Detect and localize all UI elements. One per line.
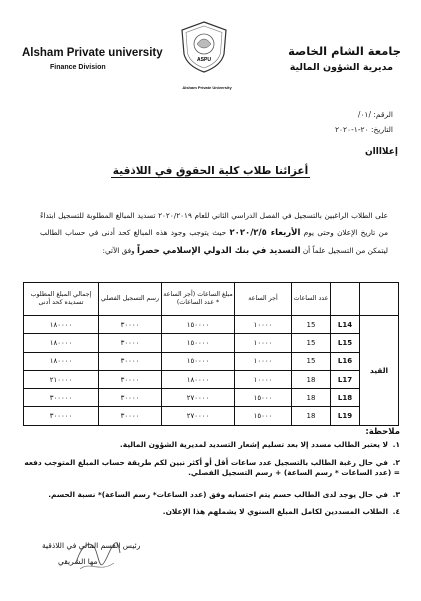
cell-rate: ١٥٠٠٠	[235, 407, 292, 425]
table-header-row	[24, 283, 399, 316]
group-label: القيد	[360, 316, 399, 426]
paragraph-part3: وفق الآتي:	[102, 246, 135, 255]
cell-rate: ١٠٠٠٠	[235, 352, 292, 370]
document-date: التاريخ: ٢٠-١-٢٠٢٠	[334, 125, 393, 134]
cell-level: L17	[331, 370, 360, 388]
cell-hours: 18	[292, 407, 331, 425]
logo-text: ASPU	[197, 57, 211, 63]
table-row	[24, 334, 399, 352]
table-row	[24, 370, 399, 388]
cell-fee: ٣٠٠٠٠	[99, 334, 162, 352]
signatory-name: مها الشريقي	[58, 557, 98, 566]
announcement-paragraph	[40, 207, 388, 260]
cell-rate: ١٠٠٠٠	[235, 334, 292, 352]
header-total: إجمالي المبلغ المطلوب تسديده كحد أدنى	[24, 283, 99, 316]
note-text: لا يعتبر الطالب مسدد إلا بعد تسليم إشعار التسديد لمديرية الشؤون المالية.	[119, 440, 388, 449]
note-text: الطلاب المسددين لكامل المبلغ السنوي لا يشملهم هذا الإعلان.	[162, 507, 388, 516]
cell-total: ١٨٠٠٠٠	[24, 352, 99, 370]
header-rate: أجر الساعة	[235, 283, 292, 316]
cell-amount: ١٨٠٠٠٠	[162, 370, 235, 388]
note-text: في حال يوجد لدى الطالب حسم يتم احتسابه وفق (عدد الساعات* رسم الساعة)* نسبة الحسم.	[48, 490, 388, 499]
bank-note: التسديد في بنك الدولي الإسلامي حصراً	[137, 246, 301, 256]
paragraph-part2: حيث يتوجب وجود هذه المبالغ كحد أدنى في حساب الطالب ليتمكن من التسجيل علماً أن	[40, 228, 388, 255]
reference-number: الرقم: /٠١/	[357, 110, 393, 119]
division-name-ar: مديرية الشؤون المالية	[289, 62, 393, 73]
division-name-en: Finance Division	[50, 64, 106, 71]
cell-hours: 18	[292, 389, 331, 407]
table-row	[24, 407, 399, 425]
cell-fee: ٣٠٠٠٠	[99, 389, 162, 407]
cell-amount: ٢٧٠٠٠٠	[162, 389, 235, 407]
cell-rate: ١٥٠٠٠	[235, 389, 292, 407]
note-item	[22, 490, 400, 500]
cell-amount: ١٥٠٠٠٠	[162, 334, 235, 352]
announcement-subject	[0, 165, 421, 177]
cell-amount: ١٥٠٠٠٠	[162, 352, 235, 370]
signature-scribble	[70, 533, 124, 579]
note-item	[22, 440, 400, 450]
cell-level: L16	[331, 352, 360, 370]
note-item	[22, 507, 400, 517]
announcement-label: إعلاااان	[364, 147, 398, 157]
cell-total: ٣٠٠٠٠٠	[24, 407, 99, 425]
note-number: ٣.	[392, 490, 400, 499]
signatory-title: رئيس القسم المالي في اللاذقية	[42, 541, 141, 550]
cell-total: ٢١٠٠٠٠	[24, 370, 99, 388]
cell-amount: ١٥٠٠٠٠	[162, 316, 235, 334]
cell-hours: 18	[292, 370, 331, 388]
header-level	[331, 283, 360, 316]
deadline-date: الأربعاء ٢٠٢٠/٢/٥	[229, 228, 301, 238]
cell-hours: 15	[292, 334, 331, 352]
university-logo	[177, 20, 231, 74]
note-number: ٤.	[392, 507, 400, 516]
cell-total: ٣٠٠٠٠٠	[24, 389, 99, 407]
cell-level: L19	[331, 407, 360, 425]
cell-hours: 15	[292, 316, 331, 334]
paragraph-part1: على الطلاب الراغبين بالتسجيل في الفصل الدراسي الثاني للعام ٢٠٢٠/٢٠١٩ تسديد المبالغ المطلوبة للتسجيل ابتداءً من تاريخ الإعلان وحتى يوم	[40, 211, 388, 237]
header-group	[360, 283, 399, 316]
cell-amount: ٢٧٠٠٠٠	[162, 407, 235, 425]
cell-total: ١٨٠٠٠٠	[24, 316, 99, 334]
note-number: ١.	[392, 440, 400, 449]
table-row	[24, 316, 399, 334]
cell-fee: ٣٠٠٠٠	[99, 407, 162, 425]
note-number: ٢.	[392, 458, 400, 467]
notes-heading: ملاحظة:	[365, 427, 400, 437]
cell-level: L14	[331, 316, 360, 334]
note-item	[22, 458, 400, 478]
cell-fee: ٣٠٠٠٠	[99, 352, 162, 370]
header-fee: رسم التسجيل الفصلي	[99, 283, 162, 316]
cell-fee: ٣٠٠٠٠	[99, 316, 162, 334]
table-row	[24, 389, 399, 407]
cell-level: L18	[331, 389, 360, 407]
subject-text: أعزائنا طلاب كلية الحقوق في اللاذقية	[112, 165, 309, 177]
cell-hours: 15	[292, 352, 331, 370]
cell-level: L15	[331, 334, 360, 352]
university-name-ar: جامعة الشام الخاصة	[288, 44, 401, 58]
header-hours: عدد الساعات	[292, 283, 331, 316]
university-name-en: Alsham Private university	[22, 47, 163, 59]
note-text: في حال رغبة الطالب بالتسجيل عدد ساعات أقل أو أكثر نبين لكم طريقة حساب المبلغ المتوجب دفعه = (عدد الساعات * رسم الساعة) + رسم التسجيل الفصلي.	[24, 458, 400, 477]
fees-table	[23, 282, 399, 426]
cell-rate: ١٠٠٠٠	[235, 316, 292, 334]
cell-rate: ١٠٠٠٠	[235, 370, 292, 388]
table-row	[24, 352, 399, 370]
cell-total: ١٨٠٠٠٠	[24, 334, 99, 352]
header-amount: مبلغ الساعات (أجر الساعة * عدد الساعات)	[162, 283, 235, 316]
cell-fee: ٣٠٠٠٠	[99, 370, 162, 388]
logo-caption: Alsham Private University	[182, 85, 232, 90]
